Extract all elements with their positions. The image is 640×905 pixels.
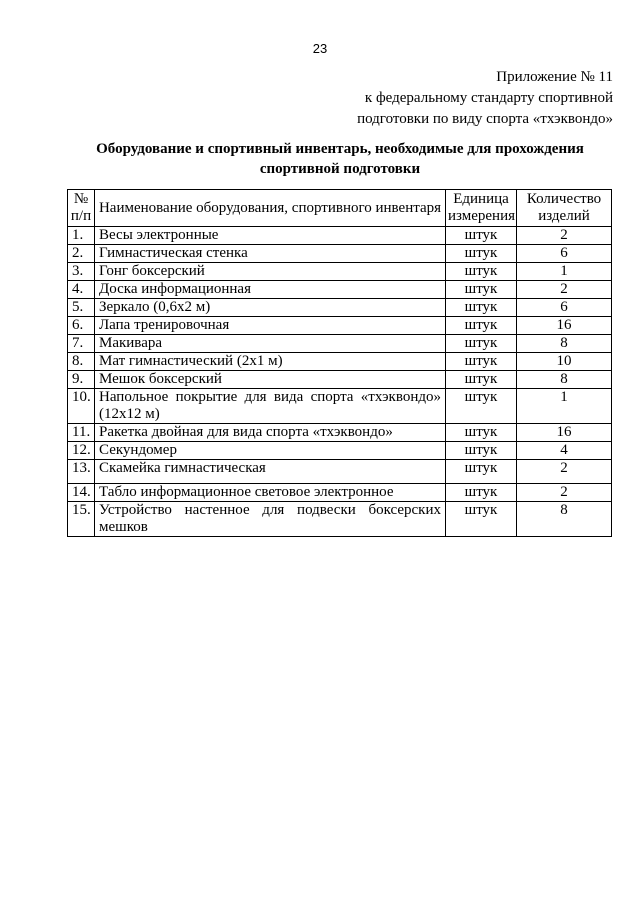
quantity-cell: 2	[517, 281, 612, 299]
item-name-cell: Зеркало (0,6х2 м)	[95, 299, 446, 317]
row-number-cell: 11.	[68, 424, 95, 442]
row-number-cell: 15.	[68, 502, 95, 537]
unit-cell: штук	[446, 335, 517, 353]
row-number-cell: 3.	[68, 263, 95, 281]
table-row	[68, 227, 612, 245]
row-number-cell: 10.	[68, 389, 95, 424]
unit-cell: штук	[446, 263, 517, 281]
row-number-cell: 1.	[68, 227, 95, 245]
header-num: № п/п	[68, 190, 95, 227]
item-name-cell: Мешок боксерский	[95, 371, 446, 389]
row-number-cell: 6.	[68, 317, 95, 335]
document-title	[60, 139, 620, 179]
table-row	[68, 424, 612, 442]
quantity-cell: 8	[517, 371, 612, 389]
table-body	[68, 227, 612, 537]
table-row	[68, 460, 612, 484]
row-number-cell: 2.	[68, 245, 95, 263]
page-number: 23	[312, 41, 328, 56]
item-name-cell: Гимнастическая стенка	[95, 245, 446, 263]
unit-cell: штук	[446, 317, 517, 335]
table-row	[68, 245, 612, 263]
row-number-cell: 4.	[68, 281, 95, 299]
item-name-cell: Макивара	[95, 335, 446, 353]
row-number-cell: 12.	[68, 442, 95, 460]
appendix-line-3: подготовки по виду спорта «тхэквондо»	[357, 111, 613, 127]
appendix-line-2: к федеральному стандарту спортивной	[364, 90, 613, 106]
row-number-cell: 9.	[68, 371, 95, 389]
row-number-cell: 14.	[68, 484, 95, 502]
quantity-cell: 16	[517, 317, 612, 335]
item-name-cell: Табло информационное световое электронное	[95, 484, 446, 502]
item-name-cell: Гонг боксерский	[95, 263, 446, 281]
header-qty: Количество изделий	[517, 190, 612, 227]
appendix-line-1: Приложение № 11	[496, 69, 613, 85]
unit-cell: штук	[446, 371, 517, 389]
table-row	[68, 317, 612, 335]
table-row	[68, 281, 612, 299]
item-name-cell: Лапа тренировочная	[95, 317, 446, 335]
table-row	[68, 389, 612, 424]
table-row	[68, 335, 612, 353]
item-name-cell: Устройство настенное для подвески боксерских мешков	[95, 502, 446, 537]
item-name-cell: Скамейка гимнастическая	[95, 460, 446, 484]
quantity-cell: 2	[517, 484, 612, 502]
unit-cell: штук	[446, 281, 517, 299]
item-name-cell: Доска информационная	[95, 281, 446, 299]
unit-cell: штук	[446, 245, 517, 263]
row-number-cell: 7.	[68, 335, 95, 353]
unit-cell: штук	[446, 389, 517, 424]
unit-cell: штук	[446, 424, 517, 442]
unit-cell: штук	[446, 442, 517, 460]
quantity-cell: 16	[517, 424, 612, 442]
quantity-cell: 2	[517, 460, 612, 484]
unit-cell: штук	[446, 460, 517, 484]
item-name-cell: Мат гимнастический (2х1 м)	[95, 353, 446, 371]
table-row	[68, 484, 612, 502]
quantity-cell: 2	[517, 227, 612, 245]
unit-cell: штук	[446, 353, 517, 371]
unit-cell: штук	[446, 502, 517, 537]
row-number-cell: 5.	[68, 299, 95, 317]
appendix-header	[357, 67, 613, 130]
quantity-cell: 1	[517, 389, 612, 424]
table-row	[68, 299, 612, 317]
quantity-cell: 6	[517, 299, 612, 317]
quantity-cell: 8	[517, 335, 612, 353]
quantity-cell: 8	[517, 502, 612, 537]
unit-cell: штук	[446, 484, 517, 502]
table-row	[68, 371, 612, 389]
quantity-cell: 4	[517, 442, 612, 460]
unit-cell: штук	[446, 227, 517, 245]
table-row	[68, 353, 612, 371]
item-name-cell: Ракетка двойная для вида спорта «тхэквондо»	[95, 424, 446, 442]
document-title-line-1: Оборудование и спортивный инвентарь, необходимые для прохождения	[96, 141, 584, 157]
table-row	[68, 502, 612, 537]
item-name-cell: Напольное покрытие для вида спорта «тхэквондо» (12х12 м)	[95, 389, 446, 424]
row-number-cell: 8.	[68, 353, 95, 371]
item-name-cell: Весы электронные	[95, 227, 446, 245]
row-number-cell: 13.	[68, 460, 95, 484]
unit-cell: штук	[446, 299, 517, 317]
item-name-cell: Секундомер	[95, 442, 446, 460]
quantity-cell: 10	[517, 353, 612, 371]
table-header-row	[68, 190, 612, 227]
table-row	[68, 442, 612, 460]
header-unit: Единица измерения	[446, 190, 517, 227]
quantity-cell: 6	[517, 245, 612, 263]
header-name: Наименование оборудования, спортивного инвентаря	[95, 190, 446, 227]
quantity-cell: 1	[517, 263, 612, 281]
table-row	[68, 263, 612, 281]
equipment-table	[67, 189, 612, 537]
document-title-line-2: спортивной подготовки	[259, 161, 421, 177]
